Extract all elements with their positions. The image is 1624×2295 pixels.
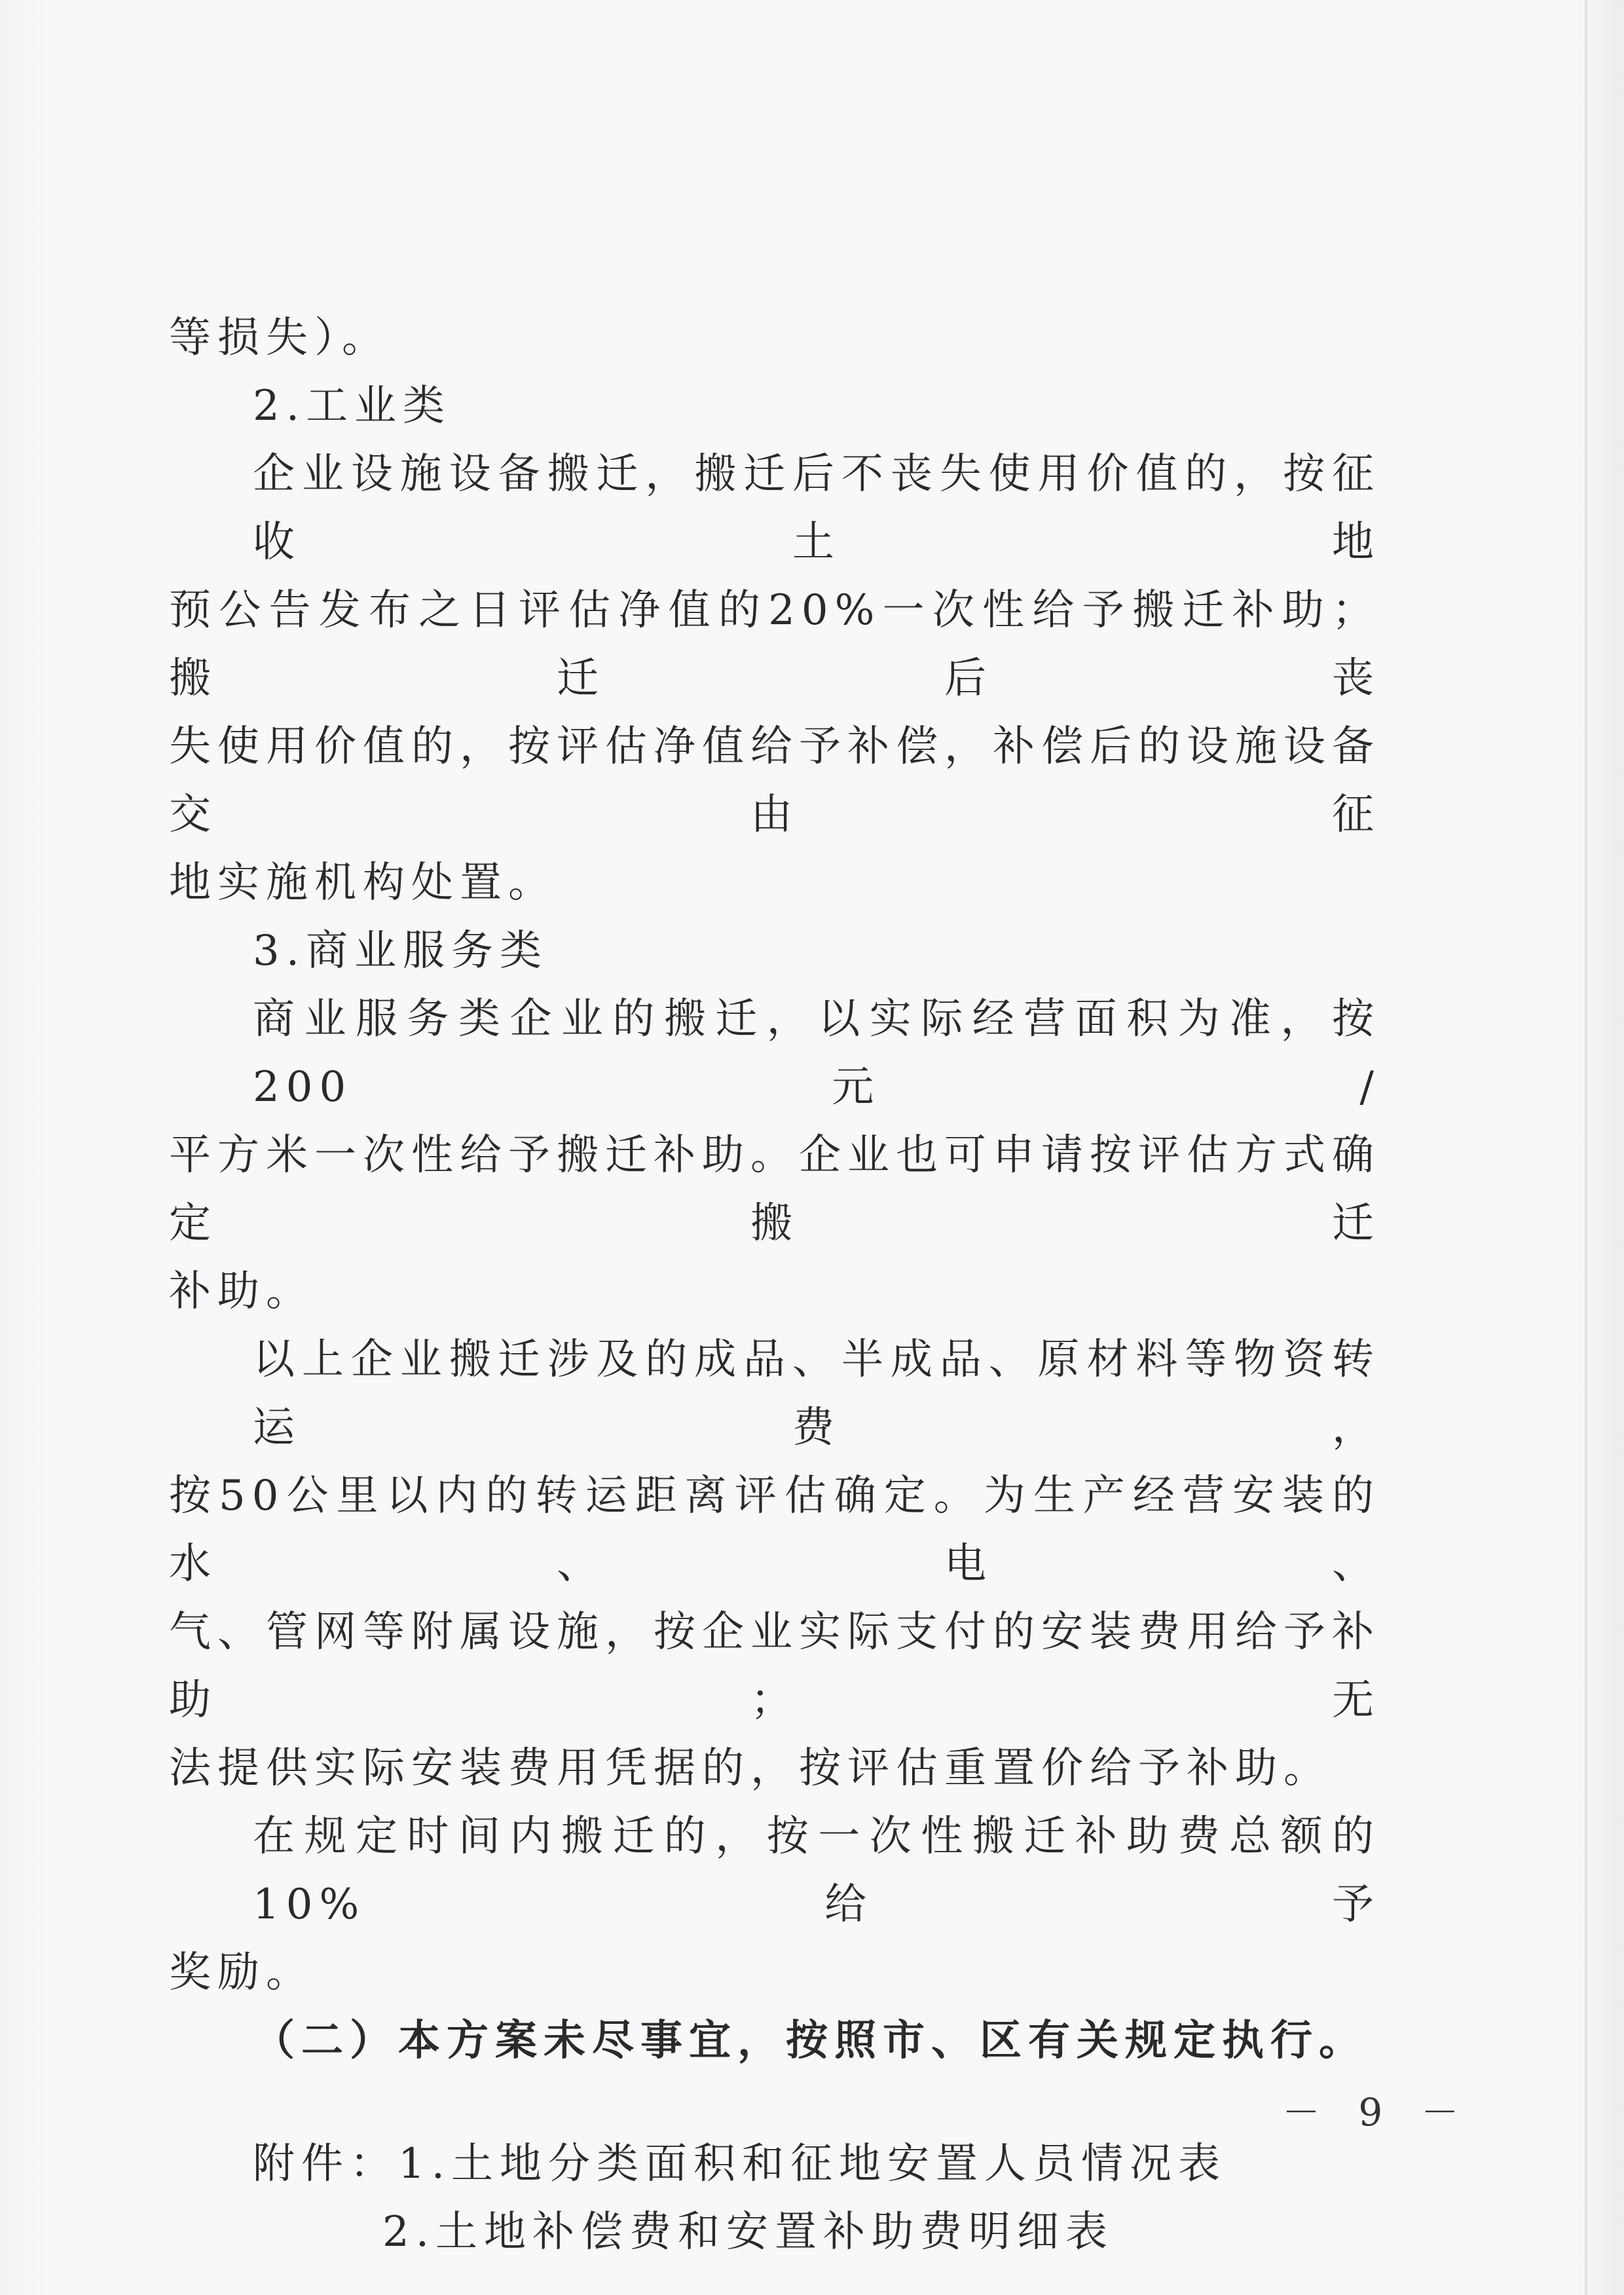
heading-industrial: 2.工业类: [253, 382, 452, 430]
attachments-list: [169, 2130, 1380, 2266]
text-line-8: 商业服务类企业的搬迁，以实际经营面积为准，按200元/: [253, 995, 1380, 1111]
heading-commercial: 3.商业服务类: [253, 927, 549, 975]
attachment-item-1: 附件：1.土地分类面积和征地安置人员情况表: [253, 2140, 1227, 2188]
text-line-15: 在规定时间内搬迁的，按一次性搬迁补助费总额的10%给予: [253, 1812, 1380, 1929]
scan-edge-mark: [1585, 0, 1587, 2295]
section-spacer: [169, 2075, 1380, 2130]
text-line-3: 企业设施设备搬迁，搬迁后不丧失使用价值的，按征收土地: [253, 450, 1380, 567]
text-line-6: 地实施机构处置。: [169, 859, 557, 907]
text-line-5: 失使用价值的，按评估净值给予补偿，补偿后的设施设备交由征: [169, 722, 1380, 839]
text-line-16: 奖励。: [169, 1949, 314, 1997]
body-text: [169, 304, 1380, 2266]
text-line-11: 以上企业搬迁涉及的成品、半成品、原材料等物资转运费，: [253, 1335, 1380, 1452]
clause-unresolved-matters: （二）本方案未尽事宜，按照市、区有关规定执行。: [253, 2016, 1367, 2065]
text-line-9: 平方米一次性给予搬迁补助。企业也可申请按评估方式确定搬迁: [169, 1131, 1380, 1248]
attachment-item-2: 2.土地补偿费和安置补助费明细表: [382, 2208, 1115, 2256]
text-line-13: 气、管网等附属设施，按企业实际支付的安装费用给予补助；无: [169, 1608, 1380, 1725]
text-line-4: 预公告发布之日评估净值的20%一次性给予搬迁补助；搬迁后丧: [169, 586, 1380, 703]
text-line-12: 按50公里以内的转运距离评估确定。为生产经营安装的水、电、: [169, 1472, 1380, 1588]
text-line-14: 法提供实际安装费用凭据的，按评估重置价给予补助。: [169, 1744, 1332, 1793]
page-number: － 9 －: [1282, 2090, 1472, 2135]
text-line-1: 等损失）。: [169, 314, 390, 362]
text-line-10: 补助。: [169, 1267, 314, 1316]
